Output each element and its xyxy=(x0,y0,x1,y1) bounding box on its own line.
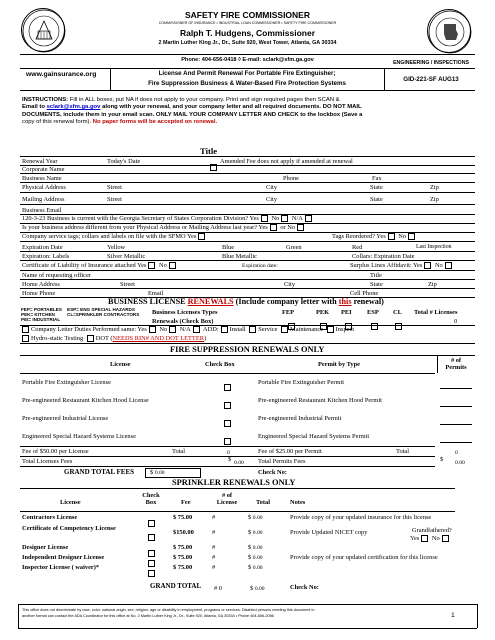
total-permit-fees-label: Total Permits Fees xyxy=(258,458,306,465)
silver-metallic[interactable]: Silver Metallic xyxy=(107,253,146,260)
esp-checkbox[interactable] xyxy=(371,323,378,330)
surplus-label: Surplus Lines Affidavit: Yes xyxy=(350,262,423,269)
maintenance-checkbox[interactable] xyxy=(281,326,288,333)
fs-license-label: Portable Fire Extinguisher License xyxy=(22,379,111,386)
sp-notes: Provide copy of your updated certification for this license xyxy=(290,554,438,561)
hydro-row xyxy=(20,335,206,342)
website-label: www.gainsurance.org xyxy=(26,71,97,78)
sp-checkbox-wrap xyxy=(146,564,157,582)
sp-license-checkbox[interactable] xyxy=(148,534,155,541)
sp-grand-total-num: # 0 xyxy=(214,585,222,592)
color-red[interactable]: Red xyxy=(352,244,363,251)
sp-total xyxy=(248,529,263,537)
instructions-line-1: Fill in ALL boxes, put NA if does not apply to your company. Print and sign required pages then SCAN & xyxy=(68,97,340,103)
liability-no-label: No xyxy=(159,262,167,269)
fs-license-label: Pre-engineered Industrial License xyxy=(22,415,109,422)
instructions-email-link[interactable]: sclark@sfm.ga.gov xyxy=(46,104,101,111)
company-letter-label: Company Letter Duties Performed same: Yes xyxy=(31,326,147,333)
sp-license-label: Independent Designer License xyxy=(22,554,105,561)
sos-na-label: N/A xyxy=(291,215,303,222)
sp-total-dollar: $ xyxy=(248,564,253,571)
lr-col-cl: CL xyxy=(393,309,402,316)
lr-col-pek: PEK xyxy=(316,309,330,316)
legend-pei: PEI= INDUSTRIAL xyxy=(21,317,61,323)
inspect-label: Inspect xyxy=(335,326,355,333)
sos-no-checkbox[interactable] xyxy=(281,215,288,222)
state-seal xyxy=(21,8,65,52)
renewal-year-label[interactable]: Renewal Year xyxy=(22,158,58,165)
sp-license-count-field[interactable]: # xyxy=(212,514,216,521)
fs-permit-label: Pre-engineered Restaurant Kitchen Hood Permit xyxy=(258,397,382,404)
lr-title-this: this xyxy=(338,297,352,306)
sp-license-checkbox[interactable] xyxy=(148,520,155,527)
mailing-city-field[interactable]: City xyxy=(266,196,278,203)
liability-no-checkbox[interactable] xyxy=(169,262,176,269)
surplus-no-checkbox[interactable] xyxy=(445,262,452,269)
sp-license-label: Designer License xyxy=(22,544,69,551)
license-legend-left xyxy=(21,307,62,323)
instructions-line-4a: copy of this renewal form). xyxy=(22,119,93,126)
lr-col-esp: ESP xyxy=(367,309,379,316)
officer-title-field[interactable]: Title xyxy=(370,272,382,279)
lr-title-e: renewal) xyxy=(351,297,384,306)
fire-suppression-title: FIRE SUPPRESSION RENEWALS ONLY xyxy=(170,345,325,354)
officer-email-field[interactable]: Email xyxy=(148,290,164,297)
legend-fep: FEP= PORTABLES xyxy=(21,307,62,312)
fee-license-value: 0 xyxy=(227,450,230,456)
service-checkbox[interactable] xyxy=(249,326,256,333)
tags-reordered-row xyxy=(332,233,417,240)
sp-license-count-field[interactable]: # xyxy=(212,554,216,561)
liability-label: Certificate of Liability of Insurance attached Yes xyxy=(22,262,147,269)
grandfathered-label: Grandfathered? xyxy=(412,527,452,534)
expiration-labels-label: Expiration: Labels xyxy=(22,253,70,260)
sp-total-value: 0.00 xyxy=(252,555,263,561)
sp-notes: Provide copy of your updated insurance for this license xyxy=(290,514,432,521)
sp-col-license: License xyxy=(60,499,81,506)
install-checkbox[interactable] xyxy=(221,326,228,333)
tags-on-file-row xyxy=(22,233,207,240)
mailing-zip-field[interactable]: Zip xyxy=(430,196,439,203)
address-change-question: Is your business address different from your Physical Address or Mailing Address last year? Yes xyxy=(22,224,268,231)
liability-exp-date[interactable]: Expiration date: xyxy=(242,263,278,269)
fee-permit-value: 0 xyxy=(455,450,458,456)
fs-permit-count-field[interactable] xyxy=(440,412,472,425)
add-label: ADD: xyxy=(203,326,219,333)
tags-yes-checkbox[interactable] xyxy=(198,233,205,240)
cell-phone-field[interactable]: Cell Phone xyxy=(350,290,379,297)
sp-total-value: 0.00 xyxy=(252,515,263,521)
physical-city-field[interactable]: City xyxy=(266,184,278,191)
form-title-1: License And Permit Renewal For Portable Fire Extinguisher; xyxy=(158,70,336,77)
liability-row xyxy=(22,262,178,269)
lr-title-c: (Include company letter with xyxy=(233,297,339,306)
address-change-yes-checkbox[interactable] xyxy=(270,224,277,231)
physical-state-field[interactable]: State xyxy=(370,184,383,191)
sp-fee: $150.00 xyxy=(173,529,194,536)
instructions-no-paper: No paper forms will be accepted on renewal. xyxy=(92,119,218,126)
sp-check-no-field[interactable]: Check No: xyxy=(290,584,319,591)
renewals-check-label: Renewals (Check Box) xyxy=(152,318,214,325)
form-title-2: Fire Suppression Business & Water-Based Fire Protection Systems xyxy=(148,80,346,87)
sp-fee: $ 75.00 xyxy=(173,564,193,571)
home-state-field[interactable]: State xyxy=(370,281,383,288)
color-blue[interactable]: Blue xyxy=(222,244,235,251)
total-license-fees-value: 0.00 xyxy=(234,460,244,466)
sp-license-checkbox[interactable] xyxy=(148,570,155,577)
fs-check-no-field[interactable]: Check No: xyxy=(258,469,287,476)
agency-phone-email: Phone: 404-656-0418 ◊ E-mail: sclark@sfm.ga.gov xyxy=(181,57,314,63)
company-letter-checkbox[interactable] xyxy=(22,326,29,333)
total-permit-fees-value: 0.00 xyxy=(455,460,465,466)
legend-esp: ESP= ENG SPECIAL HAZARDS xyxy=(67,307,135,312)
lr-col-pei: PEI xyxy=(341,309,352,316)
sp-license-count-field[interactable]: # xyxy=(212,544,216,551)
footer-line-2: another format can contact the ADA Coordinator for this office at No. 2 Martin Luther King Jr., Dr., Suite 920, Atlanta, GA 30334 • Phone 404-656-2056 xyxy=(22,614,274,618)
fs-permit-count-field[interactable] xyxy=(440,430,472,443)
permit-fees-dollar: $ xyxy=(440,456,444,463)
license-renewals-title xyxy=(108,297,384,306)
liability-yes-checkbox[interactable] xyxy=(148,262,155,269)
instructions-line-3: DOCUMENTS, include them in your email scan. ONLY MAIL YOUR COMPANY LETTER AND CHECK to the lockbox (Save a xyxy=(22,111,363,118)
cl-checkbox[interactable] xyxy=(395,323,402,330)
mailing-street-field[interactable]: Street xyxy=(107,196,122,203)
corporate-name-field[interactable]: Corporate Name xyxy=(22,166,65,173)
fee-permit-label: Fee of $25.00 per Permit xyxy=(258,448,322,455)
fee-permit-total-label: Total xyxy=(396,448,410,455)
sp-total xyxy=(248,554,263,562)
sp-total-value: 0.00 xyxy=(252,545,263,551)
sp-grand-total-value-box xyxy=(250,585,265,593)
commissioner-name: Ralph T. Hudgens, Commissioner xyxy=(179,28,316,38)
footer-line-1: This office does not discriminate by race, color, national origin, sex, religion, age or disability in employment, programs or services. Disabled persons needing this document in xyxy=(22,608,315,612)
fs-permit-count-field[interactable] xyxy=(440,394,472,407)
insurance-seal xyxy=(427,9,471,53)
agency-title: SAFETY FIRE COMMISSIONER xyxy=(185,10,310,20)
business-email-field[interactable]: Business Email xyxy=(22,207,62,214)
fs-grand-dollar: $ xyxy=(150,469,154,476)
legend-cl: CL=SPRINKLER CONTRACTORS xyxy=(67,312,140,318)
sp-total-dollar: $ xyxy=(248,544,253,551)
dot-close: ) xyxy=(204,335,207,342)
tags-reordered-no-label: No xyxy=(398,233,407,240)
footer-disclaimer xyxy=(22,607,314,619)
fs-col-license: License xyxy=(110,361,131,368)
fs-license-checkbox-wrap xyxy=(222,396,233,414)
home-street-field[interactable]: Street xyxy=(120,281,135,288)
fs-grand-total-label: GRAND TOTAL FEES xyxy=(64,468,135,476)
legend-pek: PEK= KITCHEN xyxy=(21,312,55,318)
grandfathered-no-label: No xyxy=(431,535,440,542)
grandfathered-no-checkbox[interactable] xyxy=(442,535,449,542)
lr-col-fep: FEP xyxy=(282,309,295,316)
fs-license-checkbox-wrap xyxy=(222,378,233,396)
sp-license-count-field[interactable]: # xyxy=(212,564,216,571)
color-green[interactable]: Green xyxy=(286,244,302,251)
sp-fee: $ 75.00 xyxy=(173,554,193,561)
collars-expiration[interactable]: Collars: Expiration Date xyxy=(352,253,415,260)
home-city-field[interactable]: City xyxy=(284,281,296,288)
license-types-label: Business Licenses Types xyxy=(152,309,218,316)
sp-license-label: Contractors License xyxy=(22,514,78,521)
fs-permit-label: Portable Fire Extinguisher Permit xyxy=(258,379,345,386)
fs-license-checkbox[interactable] xyxy=(224,402,231,409)
form-id: GID-221-SF AUG13 xyxy=(403,76,459,83)
license-legend-right xyxy=(67,307,139,317)
home-address-label: Home Address xyxy=(22,281,60,288)
fee-license-total-label: Total xyxy=(172,448,186,455)
grandfathered-yes-checkbox[interactable] xyxy=(421,535,428,542)
todays-date-label[interactable]: Today's Date xyxy=(107,158,141,165)
fs-license-checkbox[interactable] xyxy=(224,384,231,391)
fs-col-permit-type: Permit by Type xyxy=(318,361,361,368)
address-change-row xyxy=(22,224,306,231)
tags-reordered-yes-checkbox[interactable] xyxy=(388,233,395,240)
sp-total xyxy=(248,514,263,522)
home-phone-field[interactable]: Home Phone xyxy=(22,290,56,297)
fs-col-permits: # of Permits xyxy=(445,357,467,371)
total-licenses-value: 0 xyxy=(454,318,458,325)
sp-col-fee: Fee xyxy=(181,499,191,506)
sos-na-checkbox[interactable] xyxy=(305,215,312,222)
fs-license-label: Pre-engineered Restaurant Kitchen Hood License xyxy=(22,397,149,404)
physical-zip-field[interactable]: Zip xyxy=(430,184,439,191)
mailing-state-field[interactable]: State xyxy=(370,196,383,203)
license-fees-dollar: $ xyxy=(228,456,232,463)
sos-no-label: No xyxy=(271,215,280,222)
agency-subtitle: COMMISSIONER OF INSURANCE • INDUSTRIAL LOAN COMMISSIONER • SAFETY FIRE COMMISSIONER xyxy=(158,21,337,25)
lr-title-renewals: RENEWALS xyxy=(187,297,234,306)
sp-grand-total-value: 0.00 xyxy=(254,586,265,592)
fs-license-checkbox[interactable] xyxy=(224,438,231,445)
fs-license-checkbox-wrap xyxy=(222,432,233,450)
home-zip-field[interactable]: Zip xyxy=(428,281,437,288)
requesting-officer-field[interactable]: Name of requesting officer xyxy=(22,272,91,279)
total-licenses-label: Total # Licenses xyxy=(414,309,458,316)
fs-permit-count-field[interactable] xyxy=(440,376,472,389)
sp-total-value: 0.00 xyxy=(252,530,263,536)
phone-field[interactable]: Phone xyxy=(283,175,299,182)
sp-notes: Provide Updated NICET copy xyxy=(290,529,368,536)
physical-street-field[interactable]: Street xyxy=(107,184,122,191)
address-change-no-label: or No xyxy=(280,224,296,231)
dot-checkbox[interactable] xyxy=(87,335,94,342)
last-inspection-label[interactable]: Last Inspection xyxy=(416,244,452,250)
page-number: 1 xyxy=(451,612,455,619)
mailing-address-label: Mailing Address xyxy=(22,196,65,203)
fs-grand-total-value: 0.00 xyxy=(154,470,165,476)
dot-needs-rin: NEEDS RIN# AND DOT LETTER xyxy=(112,335,204,342)
duties-no-label: No xyxy=(159,326,168,333)
fee-license-label: Fee of $50.00 per License xyxy=(22,448,89,455)
surplus-no-label: No xyxy=(434,262,443,269)
surplus-yes-checkbox[interactable] xyxy=(424,262,431,269)
sp-total xyxy=(248,544,263,552)
install-label: Install xyxy=(229,326,246,333)
color-yellow[interactable]: Yellow xyxy=(107,244,126,251)
expiration-date-label: Expiration Date xyxy=(22,244,63,251)
sp-col-total: Total xyxy=(256,499,270,506)
surplus-row xyxy=(350,262,454,269)
company-letter-row xyxy=(20,326,354,333)
duties-na-checkbox[interactable] xyxy=(193,326,200,333)
fs-license-checkbox[interactable] xyxy=(224,420,231,427)
inspect-checkbox[interactable] xyxy=(327,326,334,333)
dept-label: ENGINEERING / INSPECTIONS xyxy=(393,60,469,66)
fs-permit-label: Engineered Special Hazard Systems Permit xyxy=(258,433,370,440)
sp-total-dollar: $ xyxy=(248,514,253,521)
instructions-block xyxy=(22,97,472,127)
tags-reordered-no-checkbox[interactable] xyxy=(408,233,415,240)
sp-fee: $ 75.00 xyxy=(173,544,193,551)
sp-license-label: Certificate of Competency License xyxy=(22,525,116,532)
sp-total-dollar: $ xyxy=(248,554,253,561)
sp-license-count-field[interactable]: # xyxy=(212,529,216,536)
fs-permit-label: Pre-engineered Industrial Permit xyxy=(258,415,342,422)
hydro-label: Hydro-static Testing xyxy=(31,335,84,342)
sos-yes-checkbox[interactable] xyxy=(261,215,268,222)
sprinkler-title: SPRINKLER RENEWALS ONLY xyxy=(172,478,296,487)
lr-title-a: BUSINESS LICENSE xyxy=(108,297,188,306)
sos-question-row xyxy=(22,215,314,222)
duties-no-checkbox[interactable] xyxy=(169,326,176,333)
fs-license-label: Engineered Special Hazard Systems License xyxy=(22,433,136,440)
total-license-fees-label: Total Licenses Fees xyxy=(22,458,73,465)
instructions-line-2a: Email to xyxy=(22,104,47,111)
grandfathered-yes-label: Yes xyxy=(410,535,420,542)
sp-col-notes: Notes xyxy=(290,499,306,506)
fs-grand-total-box xyxy=(145,468,201,478)
sp-total xyxy=(248,564,263,572)
sp-col-check: Check Box xyxy=(142,492,160,506)
service-label: Service xyxy=(258,326,278,333)
agency-address: 2 Martin Luther King Jr., Dr., Suite 920, West Tower, Atlanta, GA 30334 xyxy=(158,40,337,46)
fax-field[interactable]: Fax xyxy=(372,175,382,182)
fs-license-checkbox-wrap xyxy=(222,414,233,432)
blue-metallic[interactable]: Blue Metallic xyxy=(222,253,257,260)
sp-total-dollar: $ xyxy=(248,529,253,536)
duties-yes-checkbox[interactable] xyxy=(149,326,156,333)
grandfathered-row xyxy=(410,535,451,542)
tags-reordered-label: Tags Reordered? Yes xyxy=(332,233,386,240)
address-change-no-checkbox[interactable] xyxy=(297,224,304,231)
instructions-line-2b: along with your renewal, and your company letter and all required documents. DO NOT MAIL xyxy=(100,104,362,111)
fs-col-check: Check Box xyxy=(205,361,235,368)
sp-total-value: 0.00 xyxy=(252,565,263,571)
hydro-checkbox[interactable] xyxy=(22,335,29,342)
physical-address-label: Physical Address xyxy=(22,184,66,191)
tags-on-file-question: Company service tags; collars and labels on file with the SFMO Yes xyxy=(22,233,197,240)
sp-license-label: Inspector License ( waiver)* xyxy=(22,564,100,571)
maintenance-label: Maintenance xyxy=(290,326,324,333)
duties-na-label: N/A xyxy=(179,326,191,333)
sp-grand-total-label: GRAND TOTAL xyxy=(150,582,202,590)
dot-label: DOT ( xyxy=(95,335,113,342)
sp-fee: $ 75.00 xyxy=(173,514,193,521)
sp-grand-dollar: $ xyxy=(250,585,254,592)
business-profile-title: Title xyxy=(200,146,218,156)
sos-question: 120-3-23 Business is current with the Georgia Secretary of States Corporation Division? Yes xyxy=(22,215,259,222)
amended-label: Amended Fee does not apply if amended at renewal xyxy=(220,158,353,165)
sp-col-num: # of License xyxy=(216,492,238,506)
instructions-label: INSTRUCTIONS: xyxy=(22,97,69,103)
business-name-field[interactable]: Business Name xyxy=(22,175,62,182)
